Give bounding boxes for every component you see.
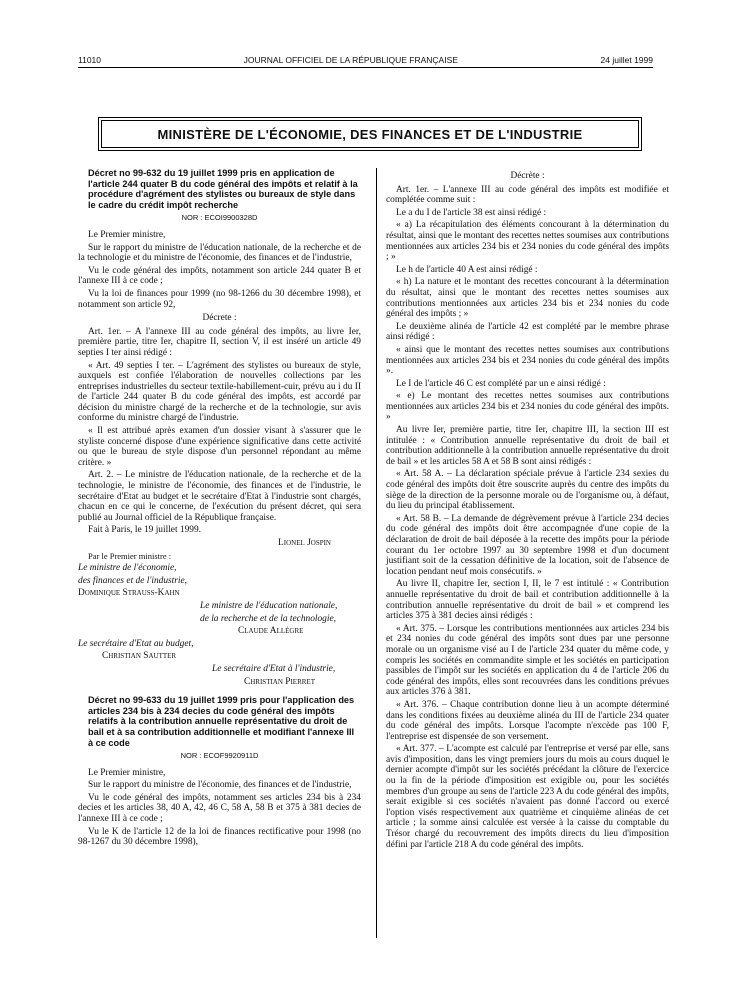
paragraph: Le Premier ministre, <box>88 767 166 778</box>
paragraph: Le a du I de l'article 38 est ainsi rédigé : <box>396 207 547 218</box>
issue-date: 24 juillet 1999 <box>600 55 653 65</box>
signature-industry-name: Christian Pierret <box>244 676 315 687</box>
paragraph: Sur le rapport du ministre de l'éducation nationale, de la recherche et de la technologie et du ministre de l'économie, des finances et de l'industrie, <box>78 242 361 264</box>
signature-budget-name: Christian Sautter <box>102 651 177 662</box>
decree-1-title: Décret no 99-632 du 19 juillet 1999 pris en application de l'article 244 quater B du code général des impôts et relatif à la procédure d'agrément des stylistes ou bureaux de style dans le cadre du crédit impôt recherche <box>88 168 358 210</box>
paragraph: Art. 1er. – L'annexe III au code général des impôts est modifiée et complétée comme suit : <box>386 184 669 206</box>
signature-eco-title2: des finances et de l'industrie, <box>78 575 188 586</box>
header-rule <box>78 67 653 68</box>
paragraph: Au livre II, chapitre Ier, section I, II, le 7 est intitulé : « Contribution annuelle représentative du droit de bail et contribution additionnelle à la contribution annuelle représentative du droit de bail » et comprend les articles 375 à 381 decies ainsi rédigés : <box>386 579 669 622</box>
signature-edu-title2: de la recherche et de la technologie, <box>200 613 336 624</box>
article-377: « Art. 377. – L'acompte est calculé par l'entreprise et versé par elle, sans avis d'imposition, dans les vingt premiers jours du mois au cours duquel le dernier acompte d'impôt sur les sociétés précédant la clôture de l'exercice ou la fin de la période d'imposition est exigible ou, pour les sociétés membres d'un groupe au sens de l'article 223 A du code général des impôts, serait exigible si ces sociétés n'avaient pas donné l'accord ou exercé l'option visés respectivement aux quatrième et cinquième alinéas de cet article ; la somme ainsi calculée est versée à la caisse du comptable du Trésor chargé du recouvrement des impôts directs du lieu d'imposition défini par l'article 218 A du code général des impôts. <box>386 744 669 850</box>
journal-title: JOURNAL OFFICIEL DE LA RÉPUBLIQUE FRANÇAISE <box>243 55 458 65</box>
page-number: 11010 <box>78 55 102 65</box>
paragraph: Le h de l'article 40 A est ainsi rédigé : <box>396 264 538 275</box>
page-header <box>78 55 653 65</box>
paragraph: « a) La récapitulation des éléments concourant à la détermination du résultat, ainsi que le montant des recettes nettes soumises aux contributions mentionnées aux articles 234 bis et 234 nonies du code général des impôts ; » <box>386 220 669 263</box>
left-column <box>78 168 361 850</box>
paragraph: Le deuxième alinéa de l'article 42 est complété par le membre phrase ainsi rédigé : <box>386 321 669 343</box>
paragraph: « h) La nature et le montant des recettes concourant à la détermination du résultat, ainsi que le montant des recettes nettes soumises aux contributions mentionnées aux articles 234 bis et 234 nonies du code général des impôts ; » <box>386 277 669 320</box>
article-58b: « Art. 58 B. – La demande de dégrèvement prévue à l'article 234 decies du code général des impôts doit être accompagnée d'une copie de la déclaration de droit de bail déposée à la recette des impôts pour la période courant du 1er octobre 1997 au 30 septembre 1998 et d'un document justifiant soit de la cessation définitive de la location, soit de l'absence de location pendant neuf mois consécutifs. » <box>386 513 669 577</box>
article-58a: « Art. 58 A. – La déclaration spéciale prévue à l'article 234 sexies du code général des impôts doit être souscrite auprès du centre des impôts du siège de la direction de la personne morale ou de l'organisme ou, à défaut, du lieu du principal établissement. <box>386 469 669 512</box>
article-2: Art. 2. – Le ministre de l'éducation nationale, de la recherche et de la technologie, le ministre de l'économie, des finances et de l'industrie, le secrétaire d'Etat au budget et le secrétaire d'Etat à l'industrie sont chargés, chacun en ce qui le concerne, de l'exécution du présent décret, qui sera publié au Journal officiel de la République française. <box>78 470 361 523</box>
paragraph: « e) Le montant des recettes nettes soumises aux contributions mentionnées aux articles 234 bis et 234 nonies du code général des impôts. » <box>386 391 669 423</box>
decrete-heading: Décrète : <box>510 171 545 181</box>
fait-a-paris: Fait à Paris, le 19 juillet 1999. <box>88 525 202 536</box>
right-column <box>386 168 669 852</box>
paragraph: Vu le code général des impôts, notamment son article 244 quater B et l'annexe III à ce code ; <box>78 265 361 287</box>
signature-budget-title: Le secrétaire d'Etat au budget, <box>78 638 194 649</box>
article-49: « Art. 49 septies I ter. – L'agrément des stylistes ou bureaux de style, auxquels est confiée l'élaboration de nouvelles collections par les entreprises industrielles du secteur textile-habillement-cuir, prévu au i du II de l'article 244 quater B du code général des impôts, est accordé par décision du ministre chargé de la recherche et de la technologie, sur avis conforme du ministre chargé de l'industrie. <box>78 360 361 424</box>
article-49-cont: « Il est attribué après examen d'un dossier visant à s'assurer que le styliste concerné dispose d'une expérience significative dans cette activité ou que le bureau de style dispose d'un personnel répondant au même critère. » <box>78 426 361 468</box>
decrete-heading: Décrete : <box>202 313 237 324</box>
signature-par: Par le Premier ministre : <box>88 550 172 561</box>
decree-2-title: Décret no 99-633 du 19 juillet 1999 pris pour l'application des articles 234 bis à 234 decies du code général des impôts relatifs à la contribution annuelle représentative du droit de bail et à sa contribution additionnelle et modifiant l'annexe III à ce code <box>88 695 355 748</box>
ministry-title: MINISTÈRE DE L'ÉCONOMIE, DES FINANCES ET DE L'INDUSTRIE <box>101 120 639 148</box>
decree-1-nor: NOR : ECOI9900328D <box>181 213 258 223</box>
signature-edu-title: Le ministre de l'éducation nationale, <box>200 600 338 611</box>
signature-eco-title: Le ministre de l'économie, <box>78 563 177 574</box>
decree-2-nor: NOR : ECOF9920911D <box>180 751 259 761</box>
paragraph: « ainsi que le montant des recettes nettes soumises aux contributions mentionnées aux articles 234 bis et 234 nonies du code général des impôts ». <box>386 344 669 377</box>
paragraph: Le Premier ministre, <box>88 229 166 240</box>
paragraph: Vu le K de l'article 12 de la loi de finances rectificative pour 1998 (no 98-1267 du 30 décembre 1998), <box>78 826 361 848</box>
paragraph: Sur le rapport du ministre de l'économie, des finances et de l'industrie, <box>88 780 352 791</box>
article-375: « Art. 375. – Lorsque les contributions mentionnées aux articles 234 bis et 234 nonies du code général des impôts sont dues par une personne morale ou un organisme visé au I de l'article 234 quater du même code, y compris les sociétés en commandite simple et les sociétés en participation passibles de l'impôt sur les sociétés en application du 4 de l'article 206 du code général des impôts, elles sont recouvrées dans les conditions prévues aux articles 376 à 381. <box>386 623 669 698</box>
signature-pm: Lionel Jospin <box>278 538 331 548</box>
paragraph: Vu le code général des impôts, notamment ses articles 234 bis à 234 decies et les articles 38, 40 A, 42, 46 C, 58 A, 58 B et 375 à 381 decies de l'annexe III à ce code ; <box>78 792 361 825</box>
signature-eco-name: Dominique Strauss-Kahn <box>78 588 180 599</box>
paragraph: Au livre Ier, première partie, titre Ier, chapitre III, la section III est intitulée : « Contribution annuelle représentative du droit de bail et contribution additionnelle à la contribution annuelle représentative du droit de bail » et les articles 58 A et 58 B sont ainsi rédigés : <box>386 425 669 467</box>
paragraph: Le I de l'article 46 C est complété par un e ainsi rédigé : <box>396 378 606 389</box>
article-1: Art. 1er. – A l'annexe III au code général des impôts, au livre Ier, première partie, titre Ier, chapitre II, section V, il est inséré un article 49 septies I ter ainsi rédigé : <box>78 326 361 358</box>
column-divider <box>376 168 377 938</box>
article-376: « Art. 376. – Chaque contribution donne lieu à un acompte déterminé dans les conditions fixées au deuxième alinéa du III de l'article 234 quater du code général des impôts. Lorsque l'acompte n'excède pas 100 F, l'entreprise est dispensée de son versement. <box>386 699 669 742</box>
signature-industry-title: Le secrétaire d'Etat à l'industrie, <box>212 663 336 674</box>
signature-edu-name: Claude Allègre <box>238 626 304 637</box>
paragraph: Vu la loi de finances pour 1999 (no 98-1266 du 30 décembre 1998), et notamment son article 92, <box>78 288 361 310</box>
